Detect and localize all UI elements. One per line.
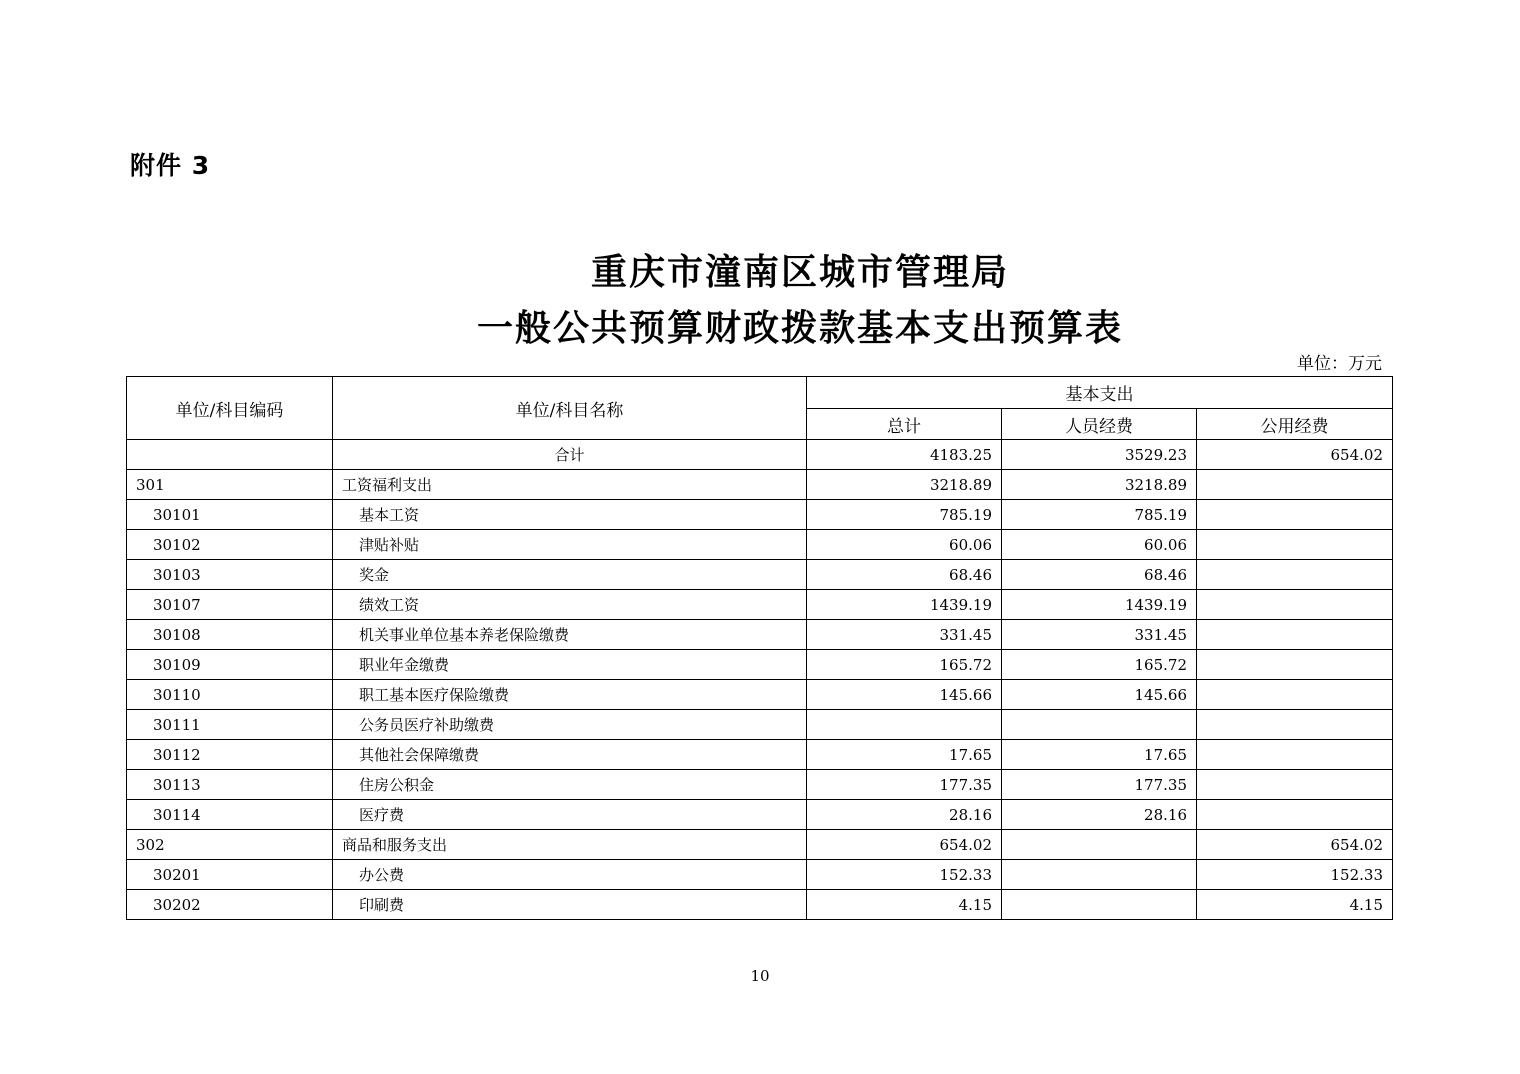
table-row	[127, 650, 1393, 680]
table-row	[127, 800, 1393, 830]
table-row	[127, 560, 1393, 590]
header-name: 单位/科目名称	[333, 377, 807, 440]
cell-total: 68.46	[807, 560, 1002, 590]
cell-total: 145.66	[807, 680, 1002, 710]
cell-total: 785.19	[807, 500, 1002, 530]
cell-total: 152.33	[807, 860, 1002, 890]
table-row	[127, 470, 1393, 500]
table-row	[127, 740, 1393, 770]
cell-name: 其他社会保障缴费	[333, 740, 807, 770]
cell-personnel	[1002, 890, 1197, 920]
cell-code: 30112	[127, 740, 333, 770]
cell-personnel: 3529.23	[1002, 440, 1197, 470]
header-basic-expenditure: 基本支出	[807, 377, 1393, 409]
table-row	[127, 590, 1393, 620]
table-row	[127, 680, 1393, 710]
table-row	[127, 440, 1393, 470]
cell-total: 3218.89	[807, 470, 1002, 500]
cell-personnel	[1002, 830, 1197, 860]
cell-name: 商品和服务支出	[333, 830, 807, 860]
table-row	[127, 860, 1393, 890]
cell-name: 印刷费	[333, 890, 807, 920]
cell-name: 机关事业单位基本养老保险缴费	[333, 620, 807, 650]
cell-name: 合计	[333, 440, 807, 470]
cell-code: 30114	[127, 800, 333, 830]
cell-personnel: 60.06	[1002, 530, 1197, 560]
cell-code: 302	[127, 830, 333, 860]
cell-total: 165.72	[807, 650, 1002, 680]
cell-name: 绩效工资	[333, 590, 807, 620]
page-number: 10	[750, 967, 770, 985]
cell-total: 28.16	[807, 800, 1002, 830]
cell-code: 30201	[127, 860, 333, 890]
cell-public	[1197, 470, 1393, 500]
cell-public: 4.15	[1197, 890, 1393, 920]
cell-code: 30111	[127, 710, 333, 740]
cell-personnel: 145.66	[1002, 680, 1197, 710]
cell-personnel: 68.46	[1002, 560, 1197, 590]
table-row	[127, 770, 1393, 800]
cell-public	[1197, 620, 1393, 650]
cell-code: 30101	[127, 500, 333, 530]
table-row	[127, 710, 1393, 740]
cell-personnel: 785.19	[1002, 500, 1197, 530]
header-code: 单位/科目编码	[127, 377, 333, 440]
cell-personnel: 1439.19	[1002, 590, 1197, 620]
cell-total: 4.15	[807, 890, 1002, 920]
cell-public: 152.33	[1197, 860, 1393, 890]
cell-total: 177.35	[807, 770, 1002, 800]
cell-public	[1197, 560, 1393, 590]
cell-name: 住房公积金	[333, 770, 807, 800]
cell-code: 30110	[127, 680, 333, 710]
cell-public	[1197, 590, 1393, 620]
cell-code: 30103	[127, 560, 333, 590]
cell-code: 30102	[127, 530, 333, 560]
cell-total: 1439.19	[807, 590, 1002, 620]
cell-public	[1197, 500, 1393, 530]
cell-total: 654.02	[807, 830, 1002, 860]
cell-personnel	[1002, 860, 1197, 890]
cell-personnel	[1002, 710, 1197, 740]
cell-public: 654.02	[1197, 830, 1393, 860]
cell-total	[807, 710, 1002, 740]
cell-name: 津贴补贴	[333, 530, 807, 560]
cell-total: 331.45	[807, 620, 1002, 650]
cell-name: 医疗费	[333, 800, 807, 830]
table-row	[127, 890, 1393, 920]
cell-name: 办公费	[333, 860, 807, 890]
table-row	[127, 500, 1393, 530]
cell-personnel: 177.35	[1002, 770, 1197, 800]
cell-code: 30113	[127, 770, 333, 800]
table-row	[127, 830, 1393, 860]
cell-name: 公务员医疗补助缴费	[333, 710, 807, 740]
cell-personnel: 28.16	[1002, 800, 1197, 830]
cell-code: 30107	[127, 590, 333, 620]
cell-total: 60.06	[807, 530, 1002, 560]
document-title-line-2: 一般公共预算财政拨款基本支出预算表	[476, 308, 1123, 349]
cell-public	[1197, 530, 1393, 560]
header-total: 总计	[807, 409, 1002, 440]
cell-code: 301	[127, 470, 333, 500]
cell-name: 基本工资	[333, 500, 807, 530]
cell-code: 30108	[127, 620, 333, 650]
cell-code: 30109	[127, 650, 333, 680]
cell-public	[1197, 800, 1393, 830]
unit-label: 单位：万元	[1297, 354, 1382, 374]
table-body	[127, 440, 1393, 920]
document-title-line-1: 重庆市潼南区城市管理局	[590, 252, 1009, 293]
cell-code: 30202	[127, 890, 333, 920]
table-row	[127, 620, 1393, 650]
cell-name: 职业年金缴费	[333, 650, 807, 680]
attachment-label: 附件 3	[130, 151, 211, 180]
table-row	[127, 530, 1393, 560]
cell-name: 职工基本医疗保险缴费	[333, 680, 807, 710]
cell-public	[1197, 710, 1393, 740]
cell-public	[1197, 740, 1393, 770]
cell-public	[1197, 680, 1393, 710]
cell-public	[1197, 650, 1393, 680]
cell-personnel: 331.45	[1002, 620, 1197, 650]
header-personnel: 人员经费	[1002, 409, 1197, 440]
cell-personnel: 165.72	[1002, 650, 1197, 680]
cell-total: 4183.25	[807, 440, 1002, 470]
header-public: 公用经费	[1197, 409, 1393, 440]
cell-name: 奖金	[333, 560, 807, 590]
cell-code	[127, 440, 333, 470]
cell-public: 654.02	[1197, 440, 1393, 470]
cell-personnel: 17.65	[1002, 740, 1197, 770]
cell-personnel: 3218.89	[1002, 470, 1197, 500]
cell-public	[1197, 770, 1393, 800]
cell-total: 17.65	[807, 740, 1002, 770]
cell-name: 工资福利支出	[333, 470, 807, 500]
budget-table	[126, 376, 1393, 920]
